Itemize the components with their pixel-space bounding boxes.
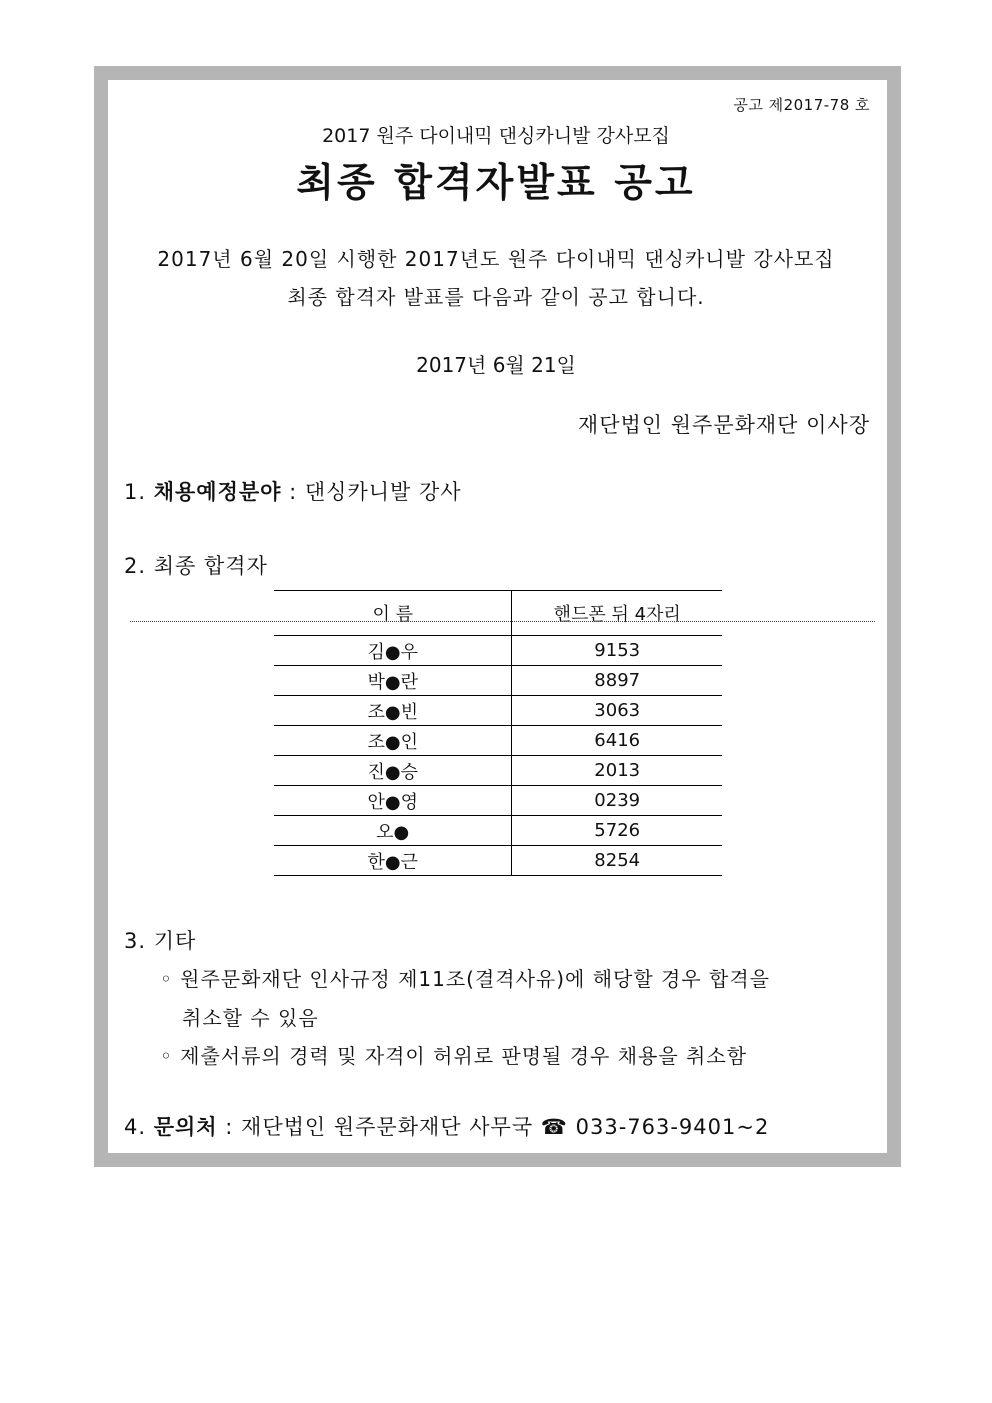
table-row [274,756,722,786]
winner-phone: 2013 [512,756,722,786]
winner-name: 오● [274,816,512,846]
table-row [274,636,722,666]
section-1-label: 채용예정분야 [153,480,282,504]
header-phone: 핸드폰 뒤 4자리 [512,591,722,636]
winner-phone: 8254 [512,846,722,876]
winner-name: 조●빈 [274,696,512,726]
header-name: 이 름 [274,591,512,636]
body-line-2: 최종 합격자 발표를 다음과 같이 공고 합니다. [287,285,705,309]
winner-name: 진●승 [274,756,512,786]
table-row [274,726,722,756]
winner-name: 한●근 [274,846,512,876]
notice-date: 2017년 6월 21일 [416,353,576,377]
section-1 [124,476,462,506]
section-4-label: 문의처 [153,1115,218,1139]
section-3-bullet-1: ◦ 원주문화재단 인사규정 제11조(결격사유)에 해당할 경우 합격을 [160,967,770,991]
winner-name: 안●영 [274,786,512,816]
section-4-number: 4. [124,1115,147,1139]
notice-number: 공고 제2017-78 호 [733,96,870,114]
table-row [274,816,722,846]
section-3-bullet-1-cont: 취소할 수 있음 [182,1006,319,1030]
winner-phone: 6416 [512,726,722,756]
winner-name: 박●란 [274,666,512,696]
subtitle: 2017 원주 다이내믹 댄싱카니발 강사모집 [322,125,670,147]
section-2-heading: 2. 최종 합격자 [124,554,268,578]
body-line-1: 2017년 6월 20일 시행한 2017년도 원주 다이내믹 댄싱카니발 강사모집 [157,247,835,271]
table-row [274,846,722,876]
section-1-value: : 댄싱카니발 강사 [289,480,462,504]
section-4-value: : 재단법인 원주문화재단 사무국 ☎ 033-763-9401~2 [225,1115,770,1139]
dotted-divider [130,621,875,622]
winner-phone: 3063 [512,696,722,726]
winner-name: 조●인 [274,726,512,756]
page-title: 최종 합격자발표 공고 [296,161,696,206]
table-row [274,786,722,816]
section-3-bullet-2: ◦ 제출서류의 경력 및 자격이 허위로 판명될 경우 채용을 취소함 [160,1044,748,1068]
winner-phone: 8897 [512,666,722,696]
table-row [274,666,722,696]
section-3-heading: 3. 기타 [124,929,197,953]
issuer: 재단법인 원주문화재단 이사장 [577,413,870,437]
table-header-row [274,591,722,636]
table-row [274,696,722,726]
section-1-number: 1. [124,480,147,504]
section-4 [124,1111,769,1141]
winner-phone: 5726 [512,816,722,846]
winner-name: 김●우 [274,636,512,666]
winner-phone: 0239 [512,786,722,816]
winner-phone: 9153 [512,636,722,666]
winners-table [274,590,722,876]
